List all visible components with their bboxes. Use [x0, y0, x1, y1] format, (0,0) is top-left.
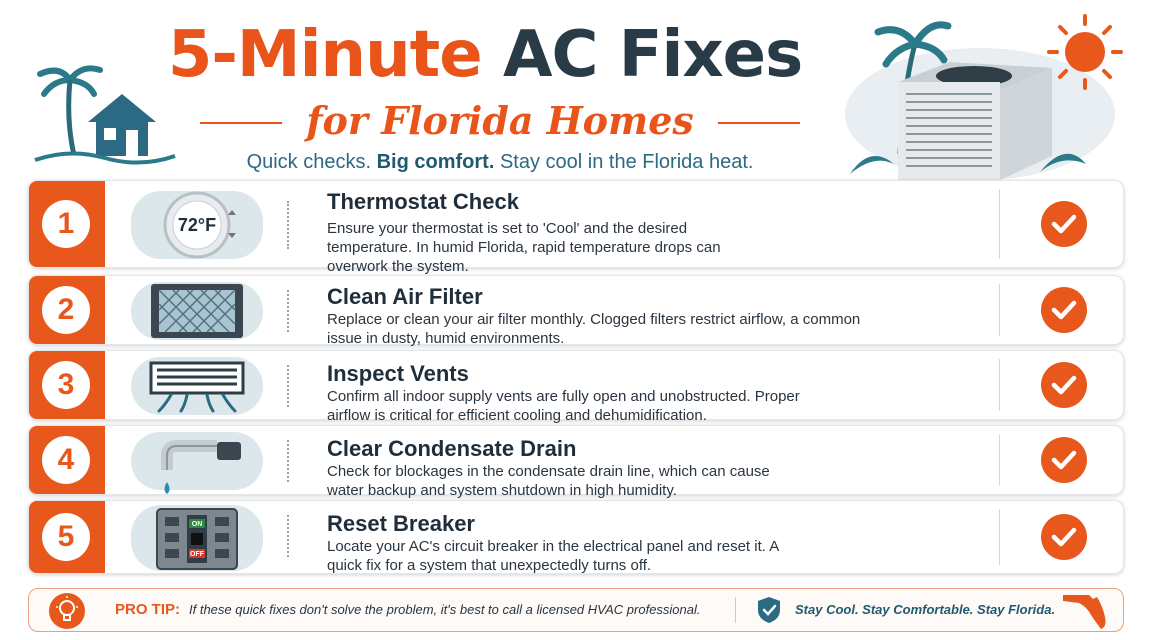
step-row-3: [28, 350, 1124, 424]
divider-dots: [287, 515, 289, 557]
tagline-pre: Quick checks.: [246, 151, 372, 173]
step-number: 3: [42, 361, 90, 409]
footer-slogan: Stay Cool. Stay Comfortable. Stay Florida.: [795, 602, 1056, 617]
step-number: 1: [42, 200, 90, 248]
step-number: 4: [42, 436, 90, 484]
tagline: [160, 150, 840, 174]
step-row-1: [28, 180, 1124, 275]
thermostat-icon: [131, 191, 263, 259]
step-row-2: [28, 275, 1124, 345]
step-row-5: [28, 500, 1124, 574]
check-icon: [1041, 362, 1087, 408]
divider-dots: [287, 201, 289, 249]
step-number-badge: [29, 426, 105, 494]
row-separator: [999, 434, 1000, 486]
vent-icon: [131, 357, 263, 415]
tagline-bold: Big comfort.: [376, 151, 495, 173]
title-part-1: 5-Minute: [167, 18, 482, 92]
breaker-off-label: OFF: [190, 551, 204, 558]
step-row-4: [28, 425, 1124, 499]
step-title: Clear Condensate Drain: [327, 436, 577, 461]
check-icon: [1041, 287, 1087, 333]
shield-check-icon: [755, 595, 783, 625]
check-icon: [1041, 514, 1087, 560]
subtitle-rule-right: [718, 122, 800, 124]
step-description: Check for blockages in the condensate drain line, which can cause water backup and system shutdown in high humidity.: [327, 463, 770, 499]
row-separator: [999, 509, 1000, 565]
check-icon: [1041, 201, 1087, 247]
subtitle: for Florida Homes: [306, 98, 694, 143]
florida-map-icon: [1059, 589, 1115, 633]
pro-tip-text: If these quick fixes don't solve the problem, it's best to call a licensed HVAC professional.: [189, 602, 701, 617]
step-number-badge: [29, 181, 105, 267]
divider-dots: [287, 440, 289, 482]
check-icon: [1041, 437, 1087, 483]
drain-pipe-icon: [131, 432, 263, 490]
thermostat-reading: 72°F: [177, 215, 217, 235]
lightbulb-icon: [49, 593, 85, 629]
footer-separator: [735, 597, 736, 623]
page-title: [140, 10, 830, 100]
row-separator: [999, 284, 1000, 336]
step-number: 2: [42, 286, 90, 334]
pro-tip-label: PRO TIP:: [115, 601, 181, 618]
step-description: Ensure your thermostat is set to 'Cool' and the desired temperature. In humid Florida, rapid temperature drops can overwork the system.: [327, 220, 721, 275]
row-separator: [999, 359, 1000, 411]
divider-dots: [287, 290, 289, 332]
step-description: Locate your AC's circuit breaker in the electrical panel and reset it. A quick fix for a system that unexpectedly turns off.: [327, 538, 779, 574]
breaker-on-label: ON: [191, 521, 203, 528]
step-title: Clean Air Filter: [327, 284, 483, 309]
title-part-2: AC Fixes: [502, 18, 803, 92]
ac-unit-icon: [840, 4, 1140, 184]
step-description: Replace or clean your air filter monthly. Clogged filters restrict airflow, a common issue in dusty, humid environments.: [327, 311, 861, 347]
step-title: Thermostat Check: [327, 189, 519, 214]
divider-dots: [287, 365, 289, 407]
air-filter-icon: [131, 282, 263, 340]
step-number-badge: [29, 501, 105, 573]
step-number-badge: [29, 276, 105, 344]
step-title: Reset Breaker: [327, 511, 475, 536]
subtitle-rule-left: [200, 122, 282, 124]
step-number-badge: [29, 351, 105, 419]
breaker-panel-icon: [131, 505, 263, 571]
footer-bar: [28, 588, 1124, 632]
row-separator: [999, 189, 1000, 259]
step-number: 5: [42, 513, 90, 561]
step-description: Confirm all indoor supply vents are fully open and unobstructed. Proper airflow is critical for efficient cooling and dehumidification.: [327, 388, 800, 424]
step-title: Inspect Vents: [327, 361, 469, 386]
tagline-post: Stay cool in the Florida heat.: [499, 151, 754, 173]
subtitle-block: [200, 96, 800, 148]
